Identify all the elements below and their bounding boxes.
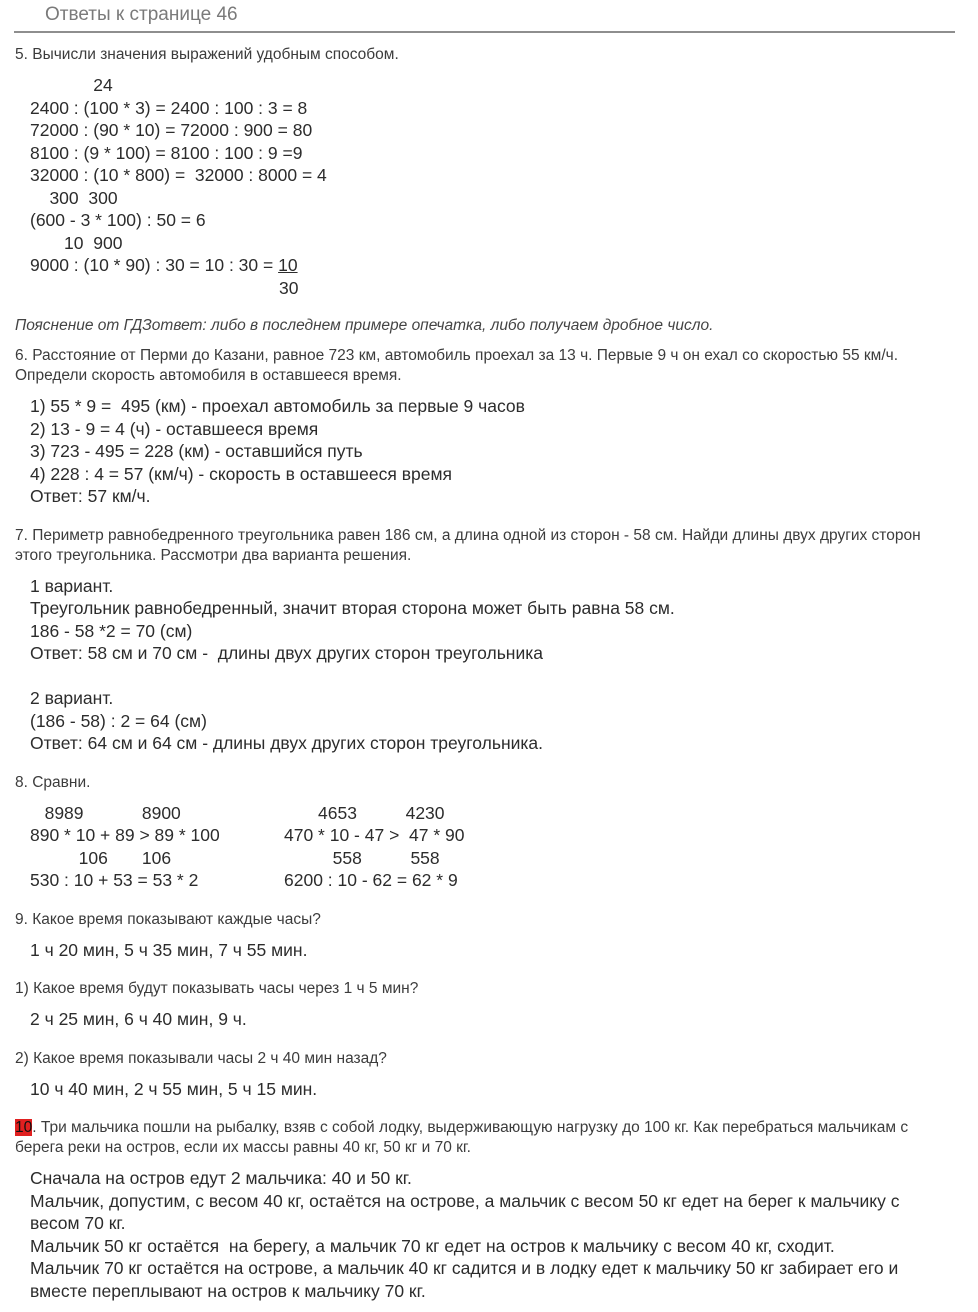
task7-line: Ответ: 58 см и 70 см - длины двух других сторон треугольника: [30, 643, 544, 663]
task8-left-line: 8989 8900: [30, 803, 181, 823]
task7-question: 7. Периметр равнобедренного треугольника равен 186 см, а длина одной из сторон - 58 см. Найди длины двух других сторон этого треугольника. Рассмотри два варианта решения.: [15, 527, 921, 564]
task5-line: 2400 : (100 * 3) = 2400 : 100 : 3 = 8: [30, 98, 308, 118]
task10-line: Мальчик 70 кг остаётся на острове, а мальчик 40 кг садится и в лодку едет к мальчику 50 кг забирает его и: [30, 1258, 899, 1278]
task5-line: 24: [30, 75, 113, 95]
task9-sub1-question: 1) Какое время будут показывать часы через 1 ч 5 мин?: [15, 980, 419, 997]
task8-left-line: 106 106: [30, 848, 172, 868]
task9-answer: 1 ч 20 мин, 5 ч 35 мин, 7 ч 55 мин.: [30, 940, 308, 960]
task7-line: Ответ: 64 см и 64 см - длины двух других сторон треугольника.: [30, 733, 544, 753]
task6-line: 2) 13 - 9 = 4 (ч) - оставшееся время: [30, 419, 319, 439]
task9-sub1-answer: 2 ч 25 мин, 6 ч 40 мин, 9 ч.: [30, 1009, 247, 1029]
task5-line: 10 900: [30, 233, 123, 253]
task8-right-line: 6200 : 10 - 62 = 62 * 9: [284, 870, 458, 890]
task9-sub2-answer: 10 ч 40 мин, 2 ч 55 мин, 5 ч 15 мин.: [30, 1079, 318, 1099]
task5-question: 5. Вычисли значения выражений удобным способом.: [15, 46, 399, 63]
task7-line: 186 - 58 *2 = 70 (см): [30, 621, 193, 641]
task8-left-line: 530 : 10 + 53 = 53 * 2: [30, 870, 199, 890]
task9-question: 9. Какое время показывают каждые часы?: [15, 911, 321, 928]
fraction-denominator: 30: [279, 278, 299, 298]
task5-line: 300 300: [30, 188, 118, 208]
page-title: Ответы к странице 46: [45, 4, 238, 25]
task7-line: Треугольник равнобедренный, значит вторая сторона может быть равна 58 см.: [30, 598, 675, 618]
task5-line: (600 - 3 * 100) : 50 = 6: [30, 210, 206, 230]
task10-line: Мальчик 50 кг остаётся на берегу, а мальчик 70 кг едет на остров к мальчику с весом 40 кг, сходит.: [30, 1236, 835, 1256]
title-divider: [14, 31, 955, 33]
task10-number-highlight: 10: [15, 1119, 33, 1136]
fraction-numerator: 10: [278, 255, 298, 275]
task10-line: Мальчик, допустим, с весом 40 кг, остаётся на острове, а мальчик с весом 50 кг едет на берег к мальчику с: [30, 1191, 900, 1211]
task7-line: (186 - 58) : 2 = 64 (см): [30, 711, 207, 731]
task8-right-line: 470 * 10 - 47 > 47 * 90: [284, 825, 465, 845]
task7-line: 1 вариант.: [30, 576, 114, 596]
task8-right-line: 558 558: [284, 848, 440, 868]
task8-left-line: 890 * 10 + 89 > 89 * 100: [30, 825, 220, 845]
task5-line: 8100 : (9 * 100) = 8100 : 100 : 9 =9: [30, 143, 303, 163]
task10-question-text: . Три мальчика пошли на рыбалку, взяв с собой лодку, выдерживающую нагрузку до 100 кг. Как перебраться мальчикам с берега реки на остров, если их массы равны 40 кг, 50 кг и 70 кг.: [15, 1119, 909, 1156]
task6-question: 6. Расстояние от Перми до Казани, равное 723 км, автомобиль проехал за 13 ч. Первые 9 ч он ехал со скоростью 55 км/ч. Определи скорость автомобиля в оставшееся время.: [15, 347, 899, 384]
task10-line: Сначала на остров едут 2 мальчика: 40 и 50 кг.: [30, 1168, 412, 1188]
task7-line: 2 вариант.: [30, 688, 114, 708]
task5-line: 72000 : (90 * 10) = 72000 : 900 = 80: [30, 120, 313, 140]
task5-line: 32000 : (10 * 800) = 32000 : 8000 = 4: [30, 165, 327, 185]
task8-right-line: 4653 4230: [284, 803, 445, 823]
task8-question: 8. Сравни.: [15, 774, 91, 791]
task5-last-line-text: 9000 : (10 * 90) : 30 = 10 : 30 =: [30, 255, 279, 275]
task5-note: Пояснение от ГДЗответ: либо в последнем примере опечатка, либо получаем дробное число.: [15, 317, 714, 334]
task6-line: 4) 228 : 4 = 57 (км/ч) - скорость в оставшееся время: [30, 464, 452, 484]
task5-last-line: [30, 254, 298, 276]
task6-line: 1) 55 * 9 = 495 (км) - проехал автомобиль за первые 9 часов: [30, 396, 525, 416]
task6-line: 3) 723 - 495 = 228 (км) - оставшийся путь: [30, 441, 363, 461]
task10-line: вместе переплывают на остров к мальчику 70 кг.: [30, 1281, 426, 1301]
task10-question: [15, 1118, 950, 1158]
task10-line: весом 70 кг.: [30, 1213, 126, 1233]
task9-sub2-question: 2) Какое время показывали часы 2 ч 40 мин назад?: [15, 1050, 387, 1067]
task6-answer: Ответ: 57 км/ч.: [30, 486, 151, 506]
